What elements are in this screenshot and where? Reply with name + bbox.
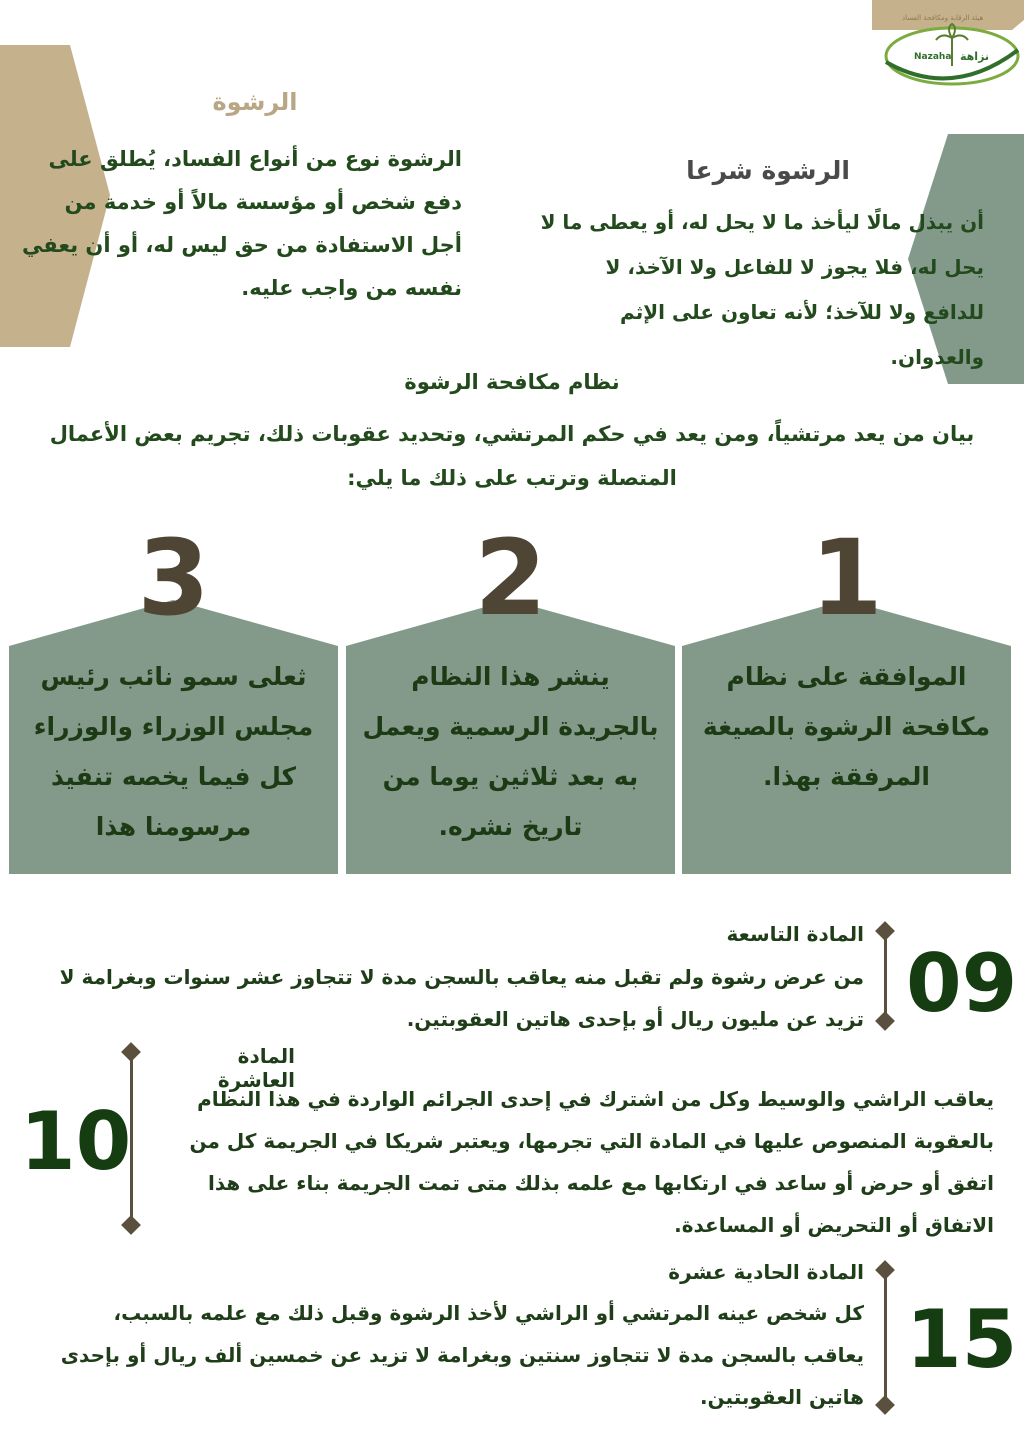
timeline-diamond-bottom bbox=[875, 1011, 895, 1031]
logo-tagline: هيئة الرقابة ومكافحة الفساد bbox=[902, 14, 984, 22]
timeline-diamond-bottom bbox=[121, 1215, 141, 1235]
bribery-title: الرشوة bbox=[212, 88, 298, 116]
article-15-number: 15 bbox=[906, 1293, 1018, 1386]
article-9-number: 09 bbox=[906, 937, 1018, 1030]
timeline-diamond-bottom bbox=[875, 1395, 895, 1415]
article-15-body: كل شخص عينه المرتشي أو الراشي لأخذ الرشوة وقبل ذلك مع علمه بالسبب، يعاقب بالسجن مدة لا تتجاوز سنتين وبغرامة لا تزيد عن خمسين ألف ريال أو بإحدى هاتين العقوبتين. bbox=[60, 1301, 864, 1409]
article-9-body: من عرض رشوة ولم تقبل منه يعاقب بالسجن مدة لا تتجاوز عشر سنوات وبغرامة لا تزيد عن مليون ريال أو بإحدى هاتين العقوبتين. bbox=[59, 965, 864, 1031]
card-1 bbox=[682, 517, 1011, 874]
system-title: نظام مكافحة الرشوة bbox=[404, 370, 620, 394]
card-2 bbox=[346, 517, 675, 874]
card-text: ثعلى سمو نائب رئيس مجلس الوزراء والوزراء كل فيما يخصه تنفيذ مرسومنا هذا bbox=[33, 662, 314, 841]
card-number: 2 bbox=[474, 517, 547, 639]
article-10-body: يعاقب الراشي والوسيط وكل من اشترك في إحدى الجرائم الواردة في هذا النظام بالعقوبة المنصوص عليها في المادة التي تجرمها، ويعتبر شريكا في الجريمة كل من اتفق أو حرض أو ساعد في ارتكابها مع علمه بذلك متى تمت الجريمة بناء على هذا الاتفاق أو التحريض أو المساعدة. bbox=[189, 1087, 994, 1237]
system-body: بيان من يعد مرتشياً، ومن يعد في حكم المرتشي، وتحديد عقوبات ذلك، تجريم بعض الأعمال المتصلة وترتب على ذلك ما يلي: bbox=[49, 422, 975, 490]
article-10-number: 10 bbox=[20, 1095, 132, 1188]
card-number: 3 bbox=[137, 517, 210, 639]
sharia-title: الرشوة شرعا bbox=[686, 156, 850, 185]
timeline-line bbox=[884, 934, 887, 1020]
article-15-title: المادة الحادية عشرة bbox=[668, 1260, 864, 1284]
bribery-body: الرشوة نوع من أنواع الفساد، يُطلق على دفع شخص أو مؤسسة مالاً أو خدمة من أجل الاستفادة من حق ليس له، أو أن يعفي نفسه من واجب عليه. bbox=[22, 147, 462, 300]
card-number: 1 bbox=[810, 517, 883, 639]
timeline-line bbox=[884, 1273, 887, 1405]
sharia-body: أن يبذل مالًا ليأخذ ما لا يحل له، أو يعطى ما لا يحل له، فلا يجوز لا للفاعل ولا الآخذ، لا للدافع ولا للآخذ؛ لأنه تعاون على الإثم والعدوان. bbox=[540, 210, 984, 369]
logo-name-en: Nazaha bbox=[914, 52, 952, 62]
card-text: الموافقة على نظام مكافحة الرشوة بالصيغة المرفقة بهذا. bbox=[702, 662, 991, 791]
card-text: ينشر هذا النظام بالجريدة الرسمية ويعمل به بعد ثلاثين يوما من تاريخ نشره. bbox=[362, 662, 659, 841]
card-3 bbox=[9, 517, 338, 874]
logo-name-ar: نزاهة bbox=[960, 50, 990, 63]
nazaha-logo bbox=[872, 0, 1024, 92]
article-9-title: المادة التاسعة bbox=[726, 922, 864, 946]
article-10-title: المادة العاشرة bbox=[217, 1044, 295, 1092]
